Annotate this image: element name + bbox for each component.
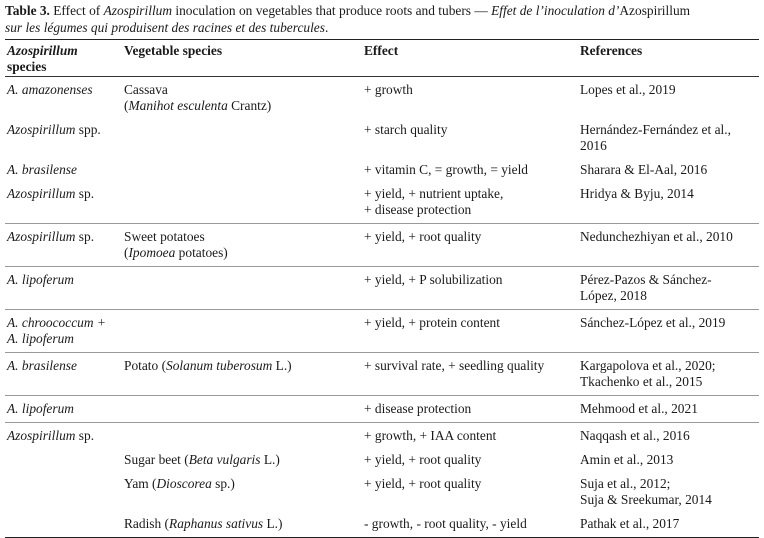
species-cell — [5, 444, 122, 468]
species-cell: A. lipoferum — [5, 267, 122, 310]
reference-cell: Naqqash et al., 2016 — [580, 428, 690, 443]
vegetable-cell: Cassava (Manihot esculenta Crantz) — [124, 82, 272, 113]
effect-cell: + yield, + protein content — [362, 310, 578, 353]
table-row — [5, 396, 759, 423]
reference-cell: Pathak et al., 2017 — [578, 508, 759, 538]
vegetable-cell — [122, 114, 362, 154]
effect-cell: + yield, + nutrient uptake, + disease protection — [362, 178, 578, 224]
table-row — [5, 468, 759, 508]
effect-cell: - growth, - root quality, - yield — [362, 508, 578, 538]
effect-cell: + yield, + P solubilization — [362, 267, 578, 310]
data-table — [5, 39, 759, 538]
effect-cell: + yield, + root quality — [364, 476, 482, 491]
reference-cell: Amin et al., 2013 — [580, 452, 674, 467]
species-cell: A. chroococcum + A. lipoferum — [5, 310, 122, 353]
header-references: References — [578, 40, 759, 77]
species-cell: A. brasilense — [7, 162, 77, 177]
table-row — [5, 154, 759, 178]
species-cell — [5, 468, 122, 508]
vegetable-cell — [122, 423, 362, 445]
vegetable-cell — [122, 267, 362, 310]
effect-cell: + survival rate, + seedling quality — [362, 353, 578, 396]
reference-cell: Hridya & Byju, 2014 — [578, 178, 759, 224]
vegetable-cell — [122, 396, 362, 423]
effect-cell: + yield, + root quality — [362, 224, 578, 267]
species-cell: Azospirillum sp. — [5, 224, 122, 267]
reference-cell: Mehmood et al., 2021 — [578, 396, 759, 423]
table-header-row — [5, 40, 759, 77]
table-row — [5, 444, 759, 468]
table-row — [5, 77, 759, 115]
reference-cell: Sharara & El-Aal, 2016 — [580, 162, 708, 177]
table-label: Table 3. — [5, 3, 50, 18]
table-row — [5, 310, 759, 353]
vegetable-cell: Sweet potatoes (Ipomoea potatoes) — [122, 224, 362, 267]
effect-cell: + disease protection — [362, 396, 578, 423]
reference-cell: Lopes et al., 2019 — [580, 82, 676, 97]
reference-cell: Nedunchezhiyan et al., 2010 — [578, 224, 759, 267]
table-row — [5, 508, 759, 538]
vegetable-cell: Sugar beet (Beta vulgaris L.) — [124, 452, 280, 467]
effect-cell: + yield, + root quality — [364, 452, 482, 467]
table-row — [5, 423, 759, 445]
vegetable-cell: Potato (Solanum tuberosum L.) — [122, 353, 362, 396]
table-row — [5, 224, 759, 267]
species-cell: Azospirillum spp. — [7, 122, 101, 137]
species-cell: A. amazonenses — [7, 82, 93, 97]
species-cell: A. brasilense — [5, 353, 122, 396]
species-cell — [5, 508, 122, 538]
reference-cell: Sánchez-López et al., 2019 — [578, 310, 759, 353]
species-cell: A. lipoferum — [5, 396, 122, 423]
table-row — [5, 267, 759, 310]
header-effect: Effect — [362, 40, 578, 77]
vegetable-cell — [122, 178, 362, 224]
reference-cell: Suja et al., 2012; Suja & Sreekumar, 2014 — [580, 476, 712, 507]
table-caption: Table 3. Effect of Azospirillum inoculation on vegetables that produce roots and tubers — Effet de l’inoculation d’Azospirillum sur les légumes qui produisent des racines et des tubercules. — [5, 3, 691, 35]
effect-cell: + growth, + IAA content — [364, 428, 497, 443]
effect-cell: + growth — [364, 82, 413, 97]
header-vegetable-species: Vegetable species — [122, 40, 362, 77]
vegetable-cell: Radish (Raphanus sativus L.) — [122, 508, 362, 538]
table-row — [5, 353, 759, 396]
reference-cell: Hernández-Fernández et al., 2016 — [580, 122, 731, 153]
vegetable-cell — [122, 154, 362, 178]
table-row — [5, 178, 759, 224]
species-cell: Azospirillum sp. — [7, 428, 95, 443]
table-row — [5, 114, 759, 154]
reference-cell: Pérez-Pazos & Sánchez- López, 2018 — [578, 267, 759, 310]
vegetable-cell: Yam (Dioscorea sp.) — [124, 476, 235, 491]
effect-cell: + vitamin C, = growth, = yield — [364, 162, 528, 177]
effect-cell: + starch quality — [364, 122, 448, 137]
species-cell: Azospirillum sp. — [5, 178, 122, 224]
vegetable-cell — [122, 310, 362, 353]
header-azospirillum-species: Azospirillum species — [5, 40, 122, 77]
reference-cell: Kargapolova et al., 2020; Tkachenko et al., 2015 — [578, 353, 759, 396]
